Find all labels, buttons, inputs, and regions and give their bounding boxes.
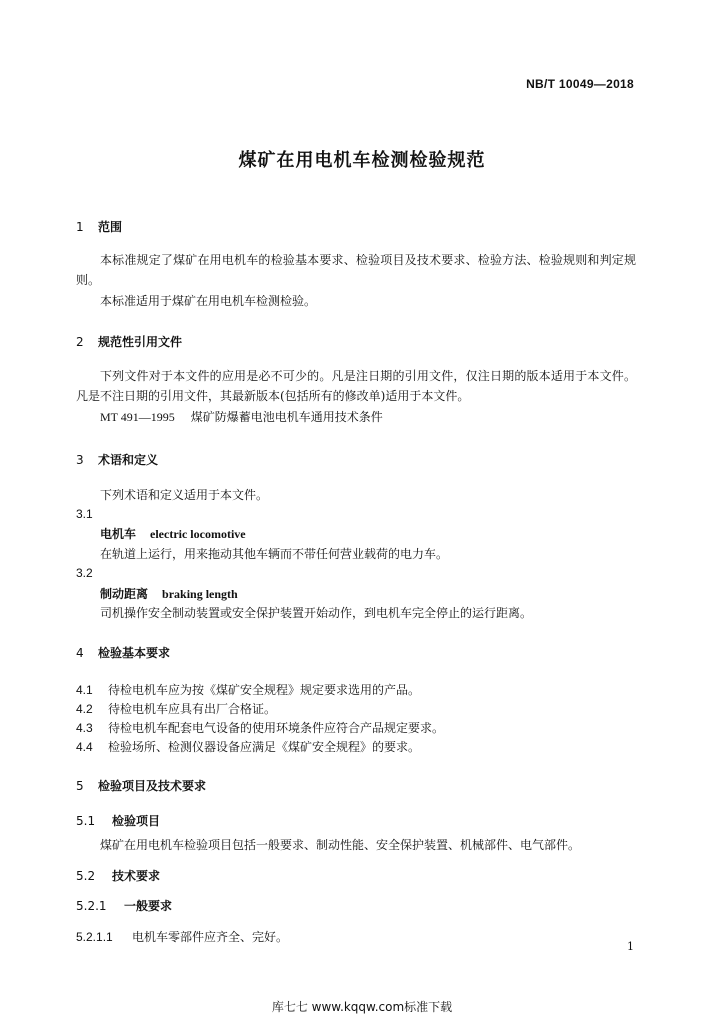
term-1-en: electric locomotive [150,527,246,541]
section-title: 范围 [98,220,123,234]
item-number: 4.1 [76,683,93,697]
section-title: 规范性引用文件 [98,335,183,349]
item-number: 4.3 [76,721,93,735]
item-number: 4.2 [76,702,93,716]
term-1-name [100,525,246,542]
section-title: 检验基本要求 [98,646,171,660]
term-1-number: 3.1 [76,507,93,521]
section-1-paragraph-2: 本标准适用于煤矿在用电机车检测检验。 [100,294,317,308]
term-2-name [100,585,238,602]
page-number: 1 [627,940,634,953]
clause-text: 电机车零部件应齐全、完好。 [132,930,289,944]
clause-number: 5.2.1.1 [76,930,113,944]
item-text: 待检电机车配套电气设备的使用环境条件应符合产品规定要求。 [108,721,445,735]
subsection-5-1-heading [76,812,160,829]
term-2-definition: 司机操作安全制动装置或安全保护装置开始动作，到电机车完全停止的运行距离。 [100,606,533,620]
subsection-number: 5.2.1 [76,899,107,913]
list-item [76,738,420,755]
term-2-number: 3.2 [76,566,93,580]
term-2-cn: 制动距离 [100,587,149,601]
section-number: 2 [76,335,84,349]
section-3-heading [76,451,158,468]
subsection-5-1-text: 煤矿在用电机车检验项目包括一般要求、制动性能、安全保护装置、机械部件、电气部件。 [100,838,581,852]
subsection-5-2-heading [76,867,160,884]
reference-code: MT 491—1995 [100,410,175,424]
section-number: 5 [76,779,84,793]
section-number: 3 [76,453,84,467]
list-item [76,681,420,698]
item-number: 4.4 [76,740,93,754]
term-2-en: braking length [162,587,238,601]
standard-code: NB/T 10049—2018 [526,77,634,91]
term-1-definition: 在轨道上运行，用来拖动其他车辆而不带任何营业载荷的电力车。 [100,547,449,561]
section-1-paragraph-1: 本标准规定了煤矿在用电机车的检验基本要求、检验项目及技术要求、检验方法、检验规则和判定规则。 [76,253,636,287]
section-5-heading [76,777,206,794]
document-title: 煤矿在用电机车检测检验规范 [238,150,486,171]
subsection-title: 检验项目 [112,814,161,828]
footer-watermark: 库七七 www.kqqw.com标准下载 [271,1000,453,1014]
section-number: 1 [76,220,84,234]
item-text: 检验场所、检测仪器设备应满足《煤矿安全规程》的要求。 [108,740,421,754]
subsection-number: 5.1 [76,814,96,828]
normative-reference [100,408,383,425]
section-number: 4 [76,646,84,660]
list-item [76,719,444,736]
section-title: 检验项目及技术要求 [98,779,207,793]
item-text: 待检电机车应为按《煤矿安全规程》规定要求选用的产品。 [108,683,421,697]
section-title: 术语和定义 [98,453,159,467]
section-1-heading [76,218,122,235]
term-1-cn: 电机车 [100,527,137,541]
section-4-heading [76,644,170,661]
subsection-title: 技术要求 [112,869,161,883]
clause-5-2-1-1 [76,928,288,945]
section-2-heading [76,333,182,350]
subsection-title: 一般要求 [124,899,173,913]
section-3-intro: 下列术语和定义适用于本文件。 [100,488,269,502]
subsection-number: 5.2 [76,869,96,883]
section-2-paragraph-1: 下列文件对于本文件的应用是必不可少的。凡是注日期的引用文件，仅注日期的版本适用于本文件。凡是不注日期的引用文件，其最新版本(包括所有的修改单)适用于本文件。 [76,369,636,403]
subsection-5-2-1-heading [76,897,172,914]
reference-title: 煤矿防爆蓄电池电机车通用技术条件 [190,410,383,424]
item-text: 待检电机车应具有出厂合格证。 [108,702,277,716]
list-item [76,700,276,717]
